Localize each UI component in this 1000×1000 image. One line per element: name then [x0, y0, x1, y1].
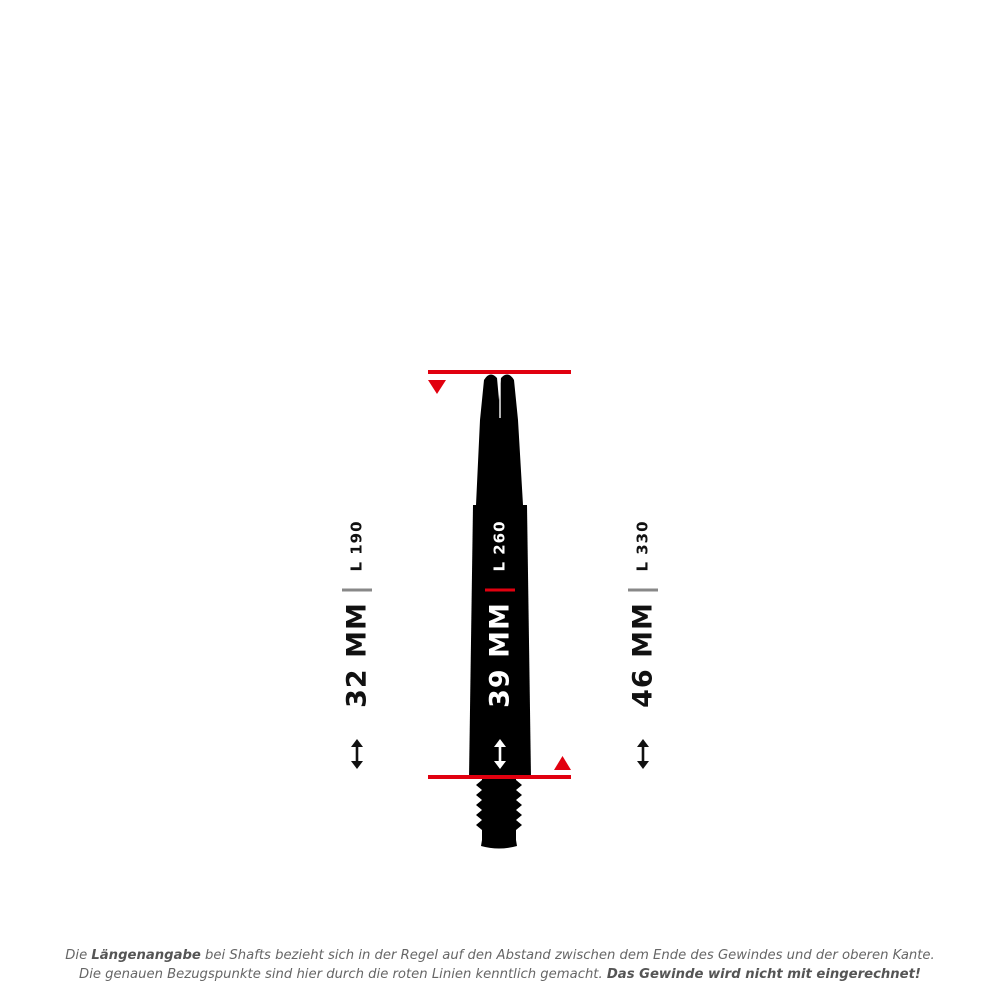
- triangle-down-icon: [428, 380, 446, 394]
- caption-text: Die: [65, 948, 92, 963]
- up-down-arrow-icon: [351, 739, 363, 769]
- length-label-39mm: 39 MM: [484, 602, 516, 708]
- length-label-32mm: 32 MM: [341, 602, 373, 708]
- size-code-l260: L 260: [490, 520, 509, 572]
- caption-line-1: [0, 946, 1000, 965]
- caption-text: bei Shafts bezieht sich in der Regel auf den Abstand zwischen dem Ende des Gewindes und der oberen Kante.: [200, 948, 935, 963]
- triangle-up-icon: [554, 756, 571, 770]
- length-label-46mm: 46 MM: [627, 602, 659, 708]
- caption-line-2: [0, 965, 1000, 984]
- caption: [0, 946, 1000, 984]
- size-code-l190: L 190: [347, 520, 366, 572]
- caption-emphasis: Längenangabe: [91, 948, 201, 963]
- shaft-thread: [476, 776, 522, 849]
- caption-emphasis: Das Gewinde wird nicht mit eingerechnet!: [606, 967, 921, 982]
- caption-text: Die genauen Bezugspunkte sind hier durch die roten Linien kenntlich gemacht.: [79, 967, 607, 982]
- size-code-l330: L 330: [633, 520, 652, 572]
- up-down-arrow-icon: [637, 739, 649, 769]
